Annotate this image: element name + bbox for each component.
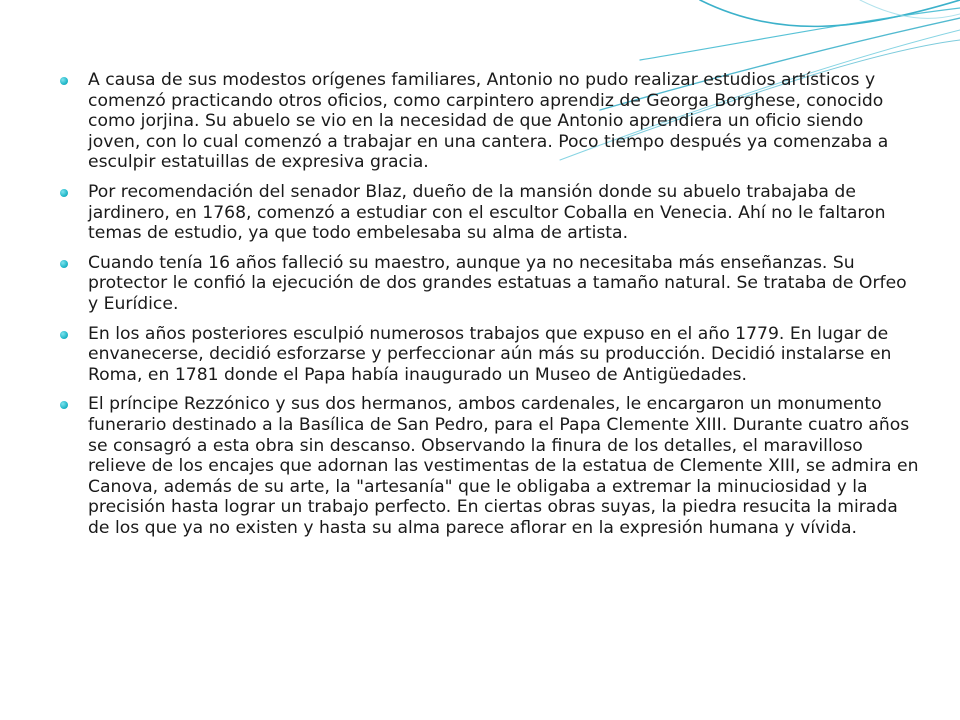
bullet-text: El príncipe Rezzónico y sus dos hermanos, ambos cardenales, le encargaron un monumento funerario destinado a la Basílica de San Pedro, para el Papa Clemente XIII. Durante cuatro años se consagró a esta obra sin descanso. Observando la finura de los detalles, el maravilloso relieve de los encajes que adornan las vestimentas de la estatua de Clemente XIII, se admira en Canova, además de su arte, la "artesanía" que le obligaba a extremar la minuciosidad y la precisión hasta lograr un trabajo perfecto. En ciertas obras suyas, la piedra resucita la mirada de los que ya no existen y hasta su alma parece aflorar en la expresión humana y vívida. bbox=[88, 394, 919, 538]
bullet-text: Cuando tenía 16 años falleció su maestro, aunque ya no necesitaba más enseñanzas. Su protector le confió la ejecución de dos grandes estatuas a tamaño natural. Se trataba de Orfeo y Eurídice. bbox=[88, 252, 907, 314]
bullet-dot-icon bbox=[60, 260, 68, 268]
bullet-item bbox=[60, 182, 920, 244]
bullet-item bbox=[60, 253, 920, 315]
bullet-list bbox=[60, 70, 920, 547]
bullet-item bbox=[60, 324, 920, 386]
bullet-dot-icon bbox=[60, 401, 68, 409]
bullet-text: Por recomendación del senador Blaz, dueño de la mansión donde su abuelo trabajaba de jardinero, en 1768, comenzó a estudiar con el escultor Coballa en Venecia. Ahí no le faltaron temas de estudio, ya que todo embelesaba su alma de artista. bbox=[88, 181, 886, 244]
bullet-item bbox=[60, 394, 920, 538]
bullet-item bbox=[60, 70, 920, 173]
bullet-dot-icon bbox=[60, 77, 68, 85]
bullet-dot-icon bbox=[60, 331, 68, 339]
bullet-dot-icon bbox=[60, 189, 68, 197]
bullet-text: A causa de sus modestos orígenes familiares, Antonio no pudo realizar estudios artísticos y comenzó practicando otros oficios, como carpintero aprendiz de Georga Borghese, conocido como jorjina. Su abuelo se vio en la necesidad de que Antonio aprendiera un oficio siendo joven, con lo cual comenzó a trabajar en una cantera. Poco tiempo después ya comenzaba a esculpir estatuillas de expresiva gracia. bbox=[88, 70, 889, 173]
bullet-text: En los años posteriores esculpió numerosos trabajos que expuso en el año 1779. En lugar de envanecerse, decidió esforzarse y perfeccionar aún más su producción. Decidió instalarse en Roma, en 1781 donde el Papa había inaugurado un Museo de Antigüedades. bbox=[88, 323, 892, 385]
